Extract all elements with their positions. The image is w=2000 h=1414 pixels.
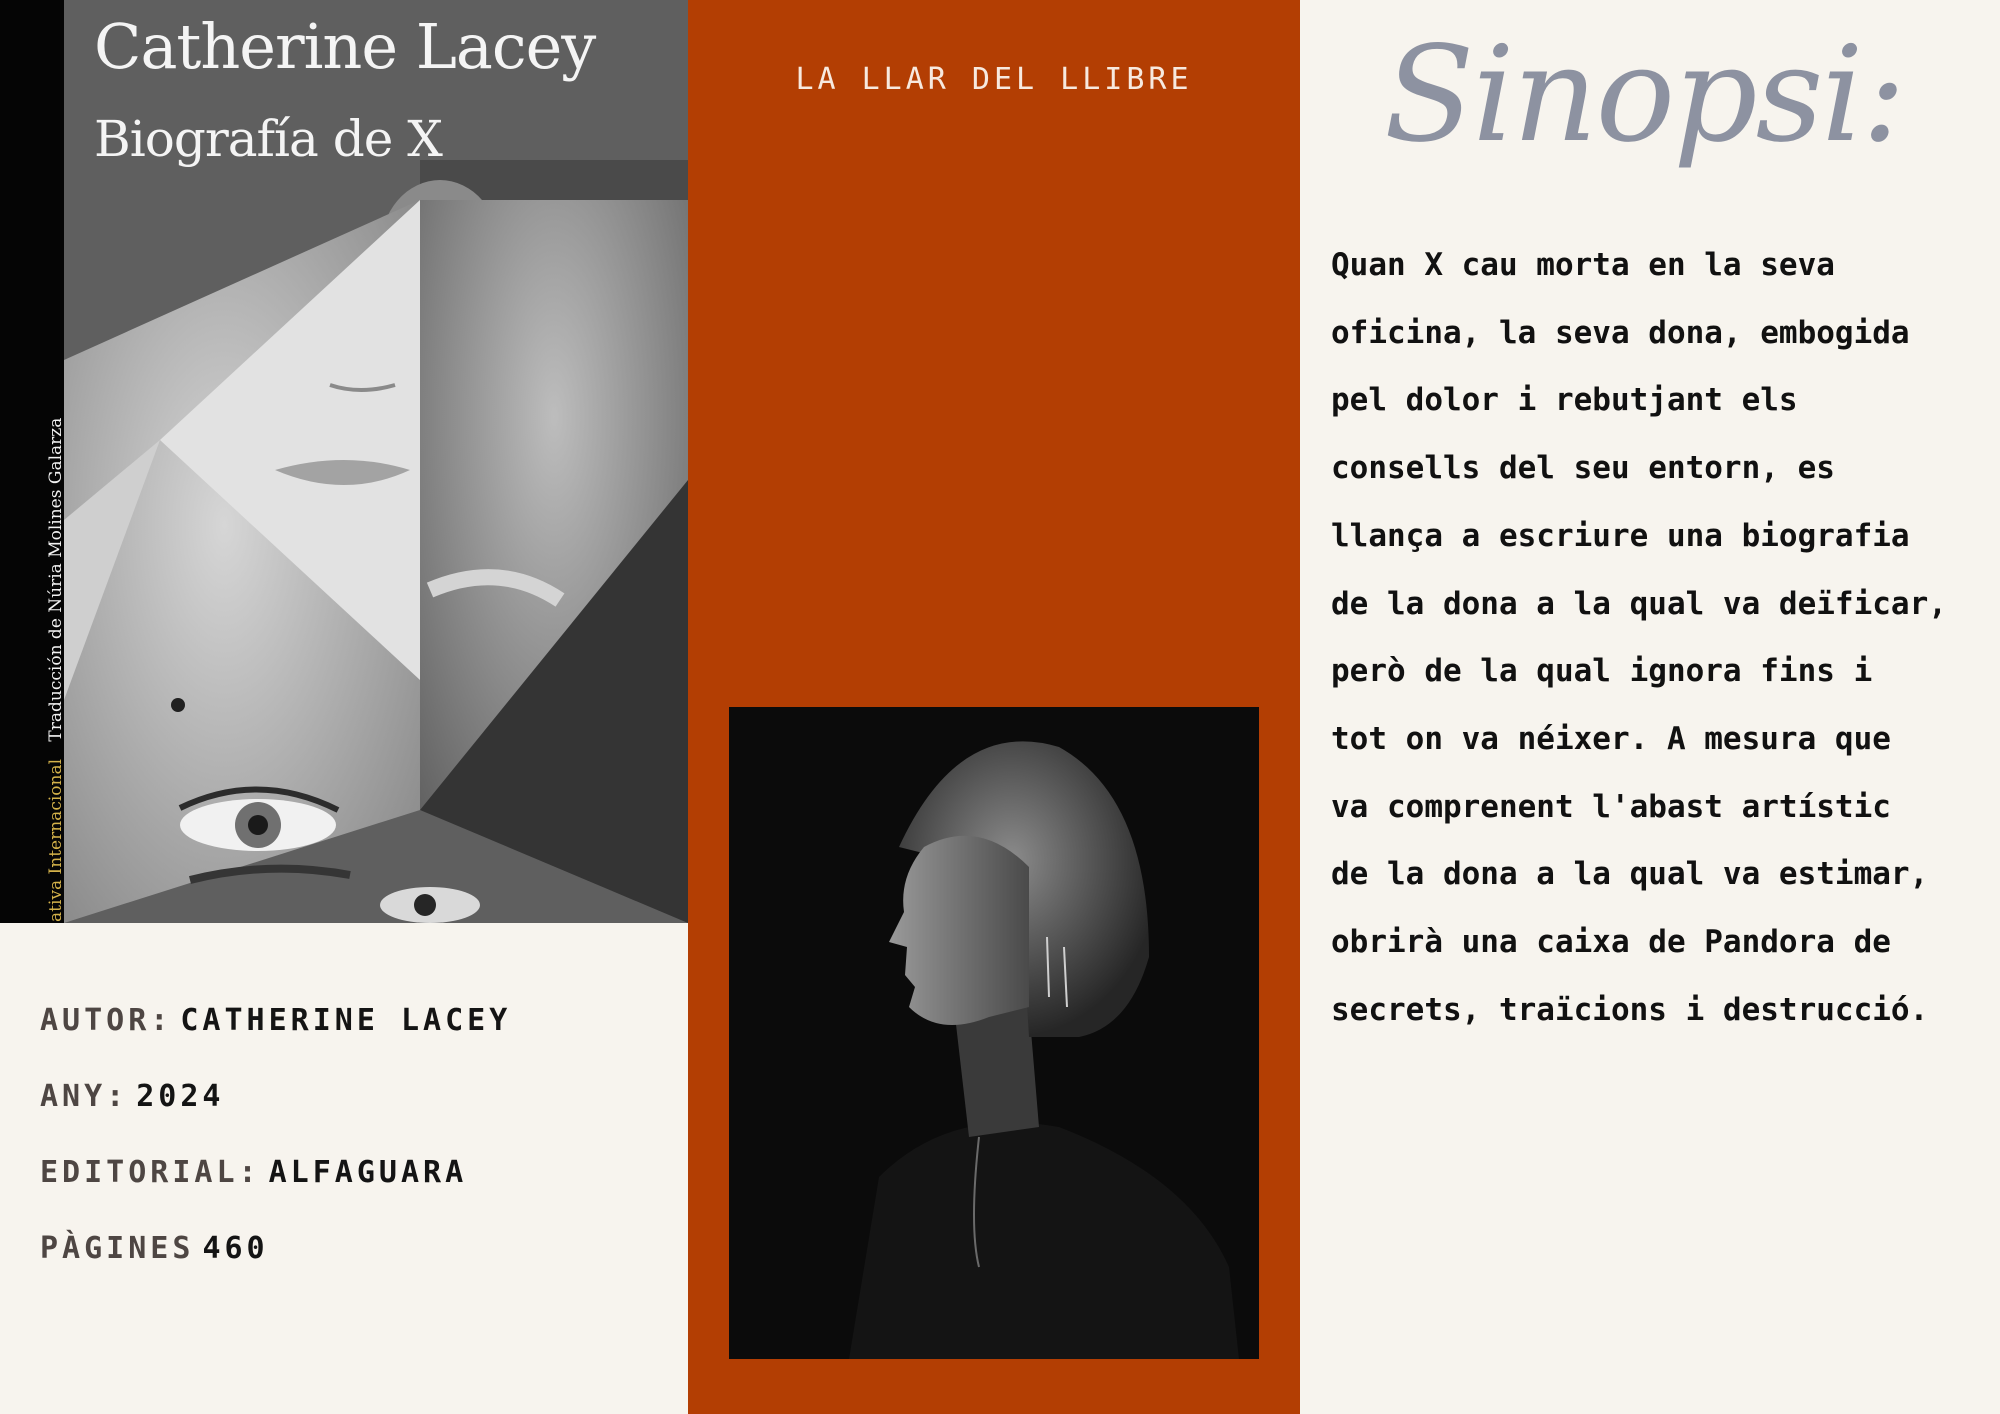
detail-label: EDITORIAL:	[40, 1155, 261, 1190]
synopsis-line: secrets, traïcions i destrucció.	[1331, 991, 1929, 1028]
author-photo	[729, 707, 1259, 1359]
synopsis-line: però de la qual ignora fins i	[1331, 653, 1873, 690]
author-portrait	[729, 707, 1259, 1359]
middle-panel	[688, 0, 1300, 1414]
spine-translator: Traducción de Núria Molines Galarza	[46, 417, 66, 742]
detail-label: ANY:	[40, 1079, 129, 1114]
detail-row-pages	[40, 1231, 660, 1307]
synopsis-text	[1331, 232, 1961, 1044]
brand-name: LA LLAR DEL LLIBRE	[795, 62, 1193, 97]
detail-value: 2024	[136, 1079, 225, 1114]
synopsis-line: tot on va néixer. A mesura que	[1331, 720, 1891, 757]
synopsis-line: pel dolor i rebutjant els	[1331, 382, 1798, 419]
synopsis-line: consells del seu entorn, es	[1331, 450, 1835, 487]
detail-row-publisher	[40, 1155, 660, 1231]
book-cover	[0, 0, 688, 923]
synopsis-line: va comprenent l'abast artístic	[1331, 788, 1891, 825]
spine-collection: ativa Internacional	[46, 758, 66, 922]
detail-value: ALFAGUARA	[268, 1155, 468, 1190]
cover-author: Catherine Lacey	[94, 10, 596, 83]
detail-label: AUTOR:	[40, 1003, 173, 1038]
detail-value: CATHERINE LACEY	[180, 1003, 512, 1038]
synopsis-line: llança a escriure una biografia	[1331, 517, 1910, 554]
detail-value: 460	[202, 1231, 269, 1266]
book-details	[40, 1003, 660, 1307]
synopsis-line: oficina, la seva dona, embogida	[1331, 314, 1910, 351]
synopsis-line: de la dona a la qual va deïficar,	[1331, 585, 1947, 622]
detail-row-author	[40, 1003, 660, 1079]
cover-title: Biografía de X	[94, 110, 442, 168]
synopsis-line: Quan X cau morta en la seva	[1331, 247, 1835, 283]
synopsis-title: Sinopsi:	[1384, 18, 1905, 172]
detail-label: PÀGINES	[40, 1231, 195, 1266]
cover-spine-text	[46, 418, 66, 922]
synopsis-line: obrirà una caixa de Pandora de	[1331, 924, 1891, 961]
detail-row-year	[40, 1079, 660, 1155]
synopsis-line: de la dona a la qual va estimar,	[1331, 856, 1929, 893]
